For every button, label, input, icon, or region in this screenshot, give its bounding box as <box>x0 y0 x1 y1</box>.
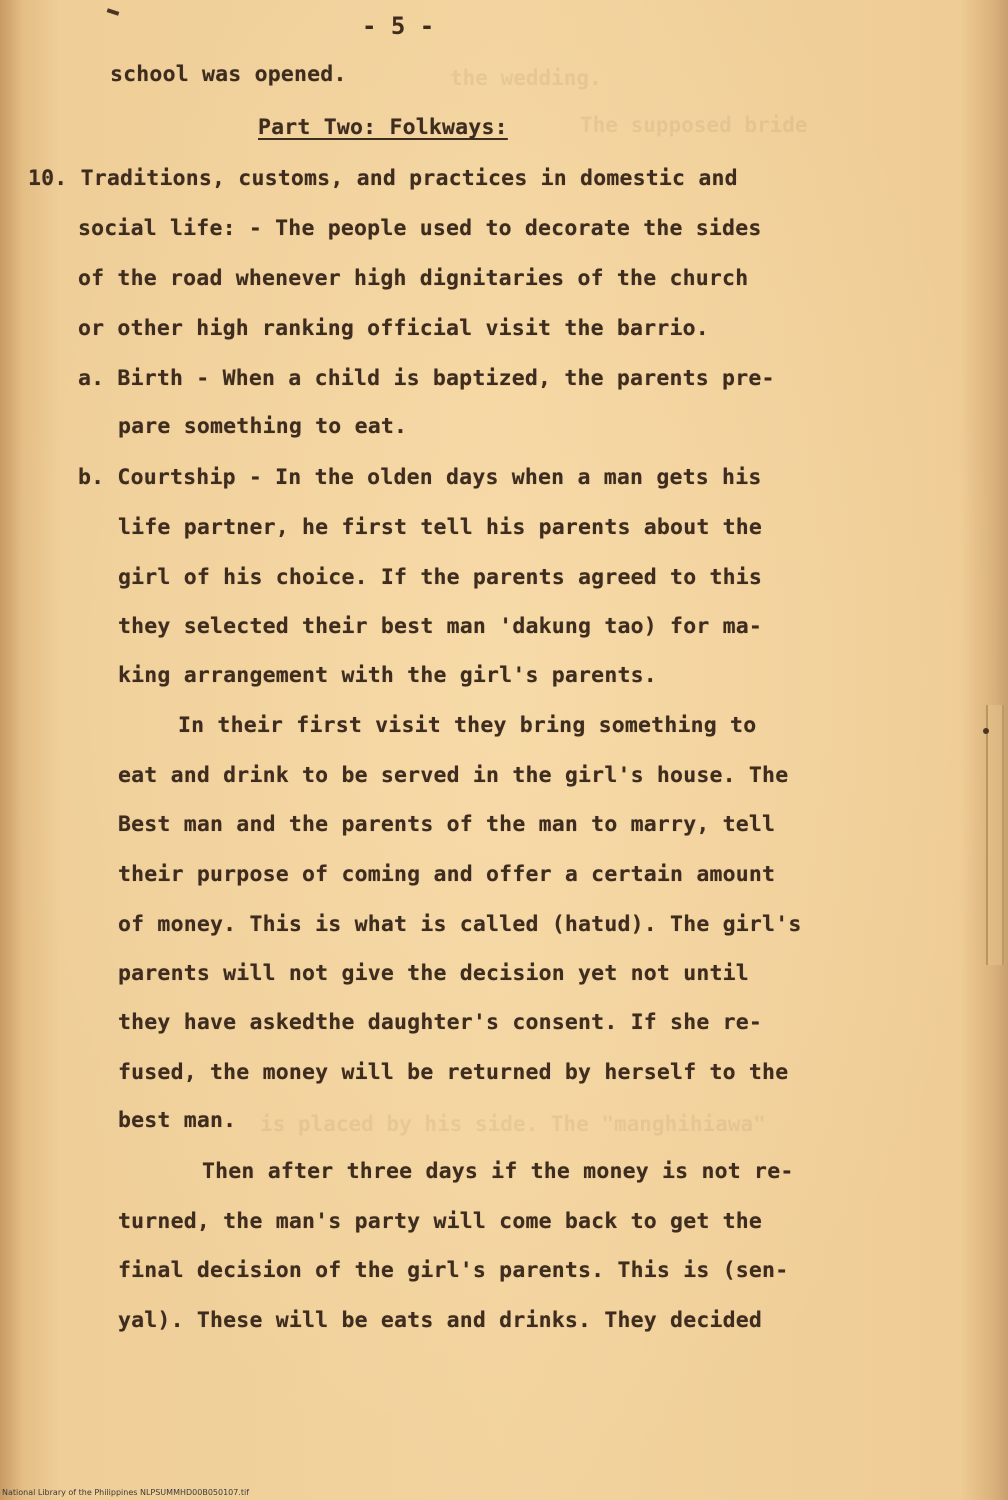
page-number: - 5 - <box>362 12 435 40</box>
text-line: In their first visit they bring something to <box>178 713 757 738</box>
text-line: Then after three days if the money is not re- <box>202 1159 794 1184</box>
text-line: their purpose of coming and offer a certain amount <box>118 862 776 887</box>
text-line: turned, the man's party will come back to get the <box>118 1209 763 1234</box>
text-line: king arrangement with the girl's parents. <box>118 663 657 688</box>
text-line: yal). These will be eats and drinks. They decided <box>118 1308 763 1333</box>
text-line: of money. This is what is called (hatud). The girl's <box>118 912 802 937</box>
text-line: eat and drink to be served in the girl's house. The <box>118 763 789 788</box>
text-line: social life: - The people used to decorate the sides <box>78 216 762 241</box>
bleed-line: is placed by his side. The "manghihiawa" <box>260 1112 766 1136</box>
text-line: fused, the money will be returned by herself to the <box>118 1060 789 1085</box>
text-line: Best man and the parents of the man to marry, tell <box>118 812 776 837</box>
text-line: of the road whenever high dignitaries of the church <box>78 266 749 291</box>
text-line: 10. Traditions, customs, and practices in domestic and <box>28 166 738 191</box>
section-heading: Part Two: Folkways: <box>258 115 508 140</box>
bleed-line: The supposed bride <box>580 113 808 137</box>
paper-edge <box>986 705 1004 965</box>
text-line: life partner, he first tell his parents about the <box>118 515 763 540</box>
scan-footer: National Library of the Philippines NLPSUMMHD00B050107.tif <box>2 1488 250 1497</box>
text-line: or other high ranking official visit the barrio. <box>78 316 709 341</box>
text-line: a. Birth - When a child is baptized, the parents pre- <box>78 366 775 391</box>
text-line: they selected their best man 'dakung tao) for ma- <box>118 614 763 639</box>
ink-mark <box>983 728 989 734</box>
text-line: girl of his choice. If the parents agreed to this <box>118 565 763 590</box>
bleed-line: the wedding. <box>450 66 602 90</box>
text-line: final decision of the girl's parents. This is (sen- <box>118 1258 789 1283</box>
text-line: best man. <box>118 1108 237 1133</box>
text-line: school was opened. <box>110 62 347 87</box>
text-line: b. Courtship - In the olden days when a man gets his <box>78 465 762 490</box>
text-line: they have askedthe daughter's consent. If she re- <box>118 1010 763 1035</box>
text-line: pare something to eat. <box>118 414 408 439</box>
text-line: parents will not give the decision yet not until <box>118 961 749 986</box>
